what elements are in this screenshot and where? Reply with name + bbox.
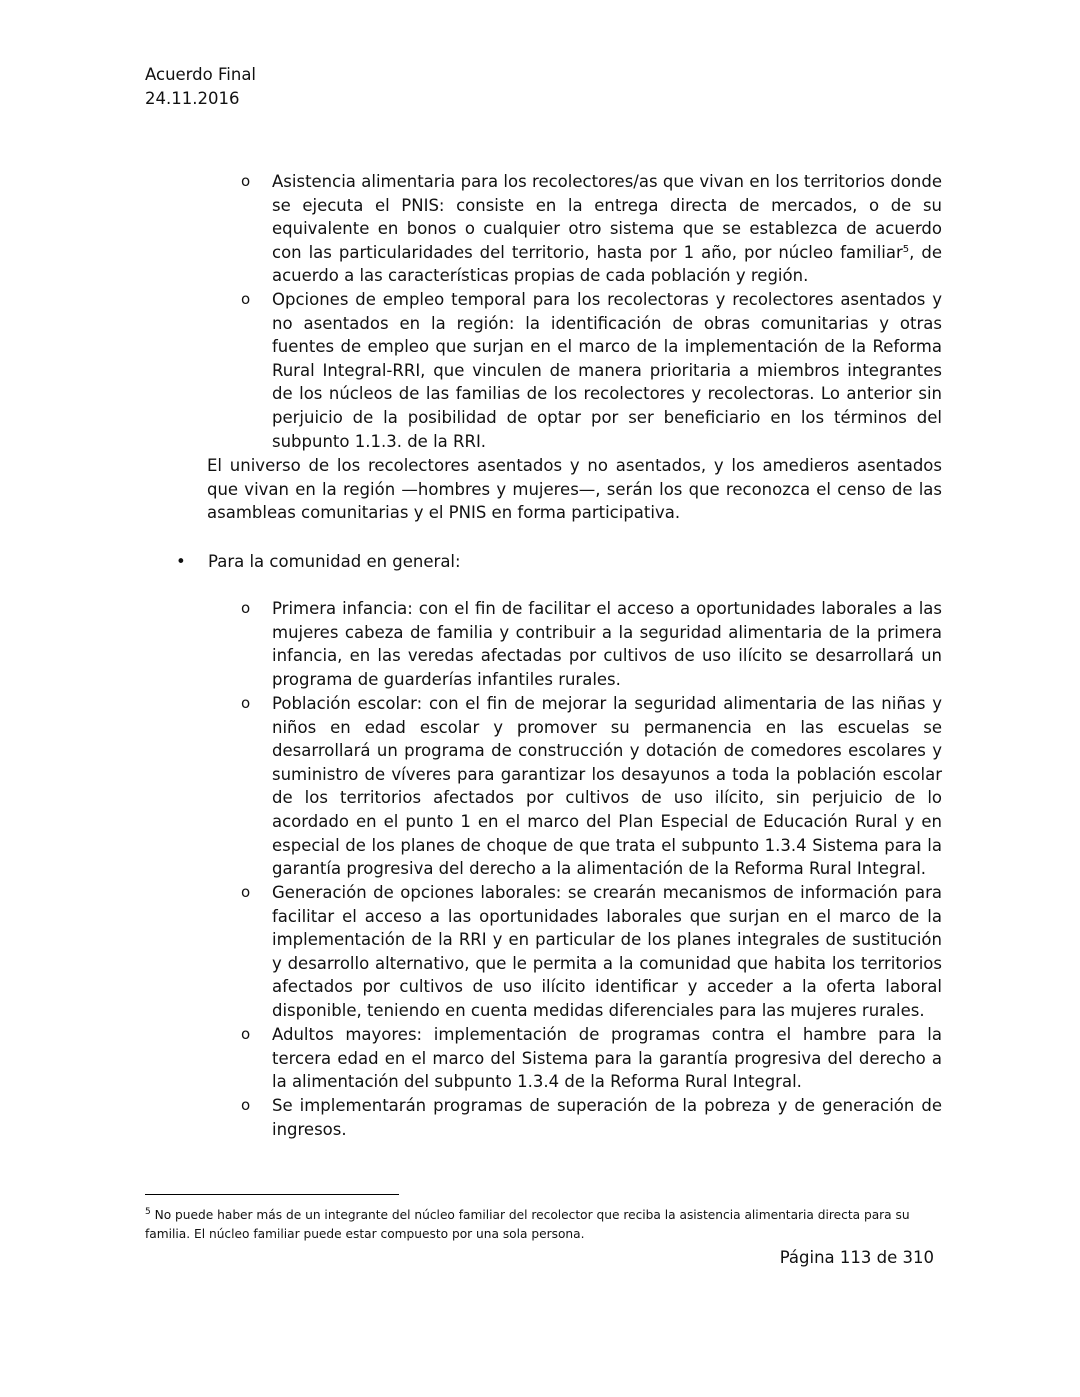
list-item-text: Primera infancia: con el fin de facilitar el acceso a oportunidades laborales a las mujeres cabeza de familia y contribuir a la seguridad alimentaria de la primera infancia, en las veredas afectadas por cultivos de uso ilícito se desarrollará un programa de guarderías infantiles rurales.: [272, 599, 942, 689]
bullet-dot-icon: •: [176, 552, 186, 571]
list-item-text: Asistencia alimentaria para los recolectores/as que vivan en los territorios donde se ejecuta el PNIS: consiste en la entrega directa de mercados, o de su equivalente en bonos o cualquier otro sistema que se establezca de acuerdo con las particularidades del territorio, hasta por 1 año, por núcleo familiar$^5$, de acuerdo a las características propias de cada población y región.: [272, 172, 942, 286]
list-item-poblacion-escolar: [235, 692, 942, 881]
list-item-asistencia-alimentaria: [235, 170, 942, 288]
list-item-text: Población escolar: con el fin de mejorar la seguridad alimentaria de las niñas y niños en edad escolar y promover su permanencia en las escuelas se desarrollará un programa de construcción y dotación de comedores escolares y suministro de víveres para garantizar los desayunos a toda la población escolar de los territorios afectados por cultivos de uso ilícito, sin perjuicio de lo acordado en el punto 1 en el marco del Plan Especial de Educación Rural y en especial de los planes de choque de que trata el subpunto 1.3.4 Sistema para la garantía progresiva del derecho a la alimentación de la Reforma Rural Integral.: [272, 694, 942, 879]
footnote-text: No puede haber más de un integrante del núcleo familiar del recolector que reciba la asistencia alimentaria directa para su familia. El núcleo familiar puede estar compuesto por una sola persona.: [145, 1208, 910, 1241]
hollow-bullet-icon: o: [241, 599, 251, 617]
page-number: Página 113 de 310: [779, 1248, 934, 1267]
body-paragraph: El universo de los recolectores asentados y no asentados, y los amedieros asentados que vivan en la región —hombres y mujeres—, serán los que reconozca el censo de las asambleas comunitarias y el PNIS en forma participativa.: [207, 456, 942, 523]
list-item-adultos-mayores: [235, 1023, 942, 1094]
footnote-reference[interactable]: 5: [902, 243, 910, 255]
document-title: Acuerdo Final: [145, 65, 257, 84]
document-date: 24.11.2016: [145, 89, 240, 108]
hollow-bullet-icon: o: [241, 1025, 251, 1043]
list-item-text: Se implementarán programas de superación de la pobreza y de generación de ingresos.: [272, 1096, 942, 1139]
list-item-superacion-pobreza: [235, 1094, 942, 1141]
hollow-bullet-icon: o: [241, 694, 251, 712]
footnote-separator: [145, 1194, 399, 1195]
list-item-text: Generación de opciones laborales: se crearán mecanismos de información para facilitar el acceso a las oportunidades laborales que surjan en el marco de la implementación de la RRI y en particular de los planes integrales de sustitución y desarrollo alternativo, que le permita a la comunidad que habita los territorios afectados por cultivos de uso ilícito identificar y acceder a la oferta laboral disponible, teniendo en cuenta medidas diferenciales para las mujeres rurales.: [272, 883, 942, 1020]
list-item-empleo-temporal: [235, 288, 942, 453]
bullet-text: Para la comunidad en general:: [208, 552, 461, 571]
list-item-primera-infancia: [235, 597, 942, 691]
hollow-bullet-icon: o: [241, 290, 251, 308]
footnote: [145, 1206, 940, 1244]
hollow-bullet-icon: o: [241, 172, 251, 190]
list-item-text: Opciones de empleo temporal para los recolectoras y recolectores asentados y no asentados en la región: la identificación de obras comunitarias y otras fuentes de empleo que surjan en el marco de la implementación de la Reforma Rural Integral-RRI, que vinculen de manera prioritaria a miembros integrantes de los núcleos de las familias de los recolectores y recolectoras. Lo anterior sin perjuicio de la posibilidad de optar por ser beneficiario en los términos del subpunto 1.1.3. de la RRI.: [272, 290, 942, 451]
hollow-bullet-icon: o: [241, 883, 251, 901]
hollow-bullet-icon: o: [241, 1096, 251, 1114]
list-item-opciones-laborales: [235, 881, 942, 1023]
list-item-text: Adultos mayores: implementación de programas contra el hambre para la tercera edad en el marco del Sistema para la garantía progresiva del derecho a la alimentación del subpunto 1.3.4 de la Reforma Rural Integral.: [272, 1025, 942, 1092]
footnote-number: 5: [145, 1207, 151, 1217]
